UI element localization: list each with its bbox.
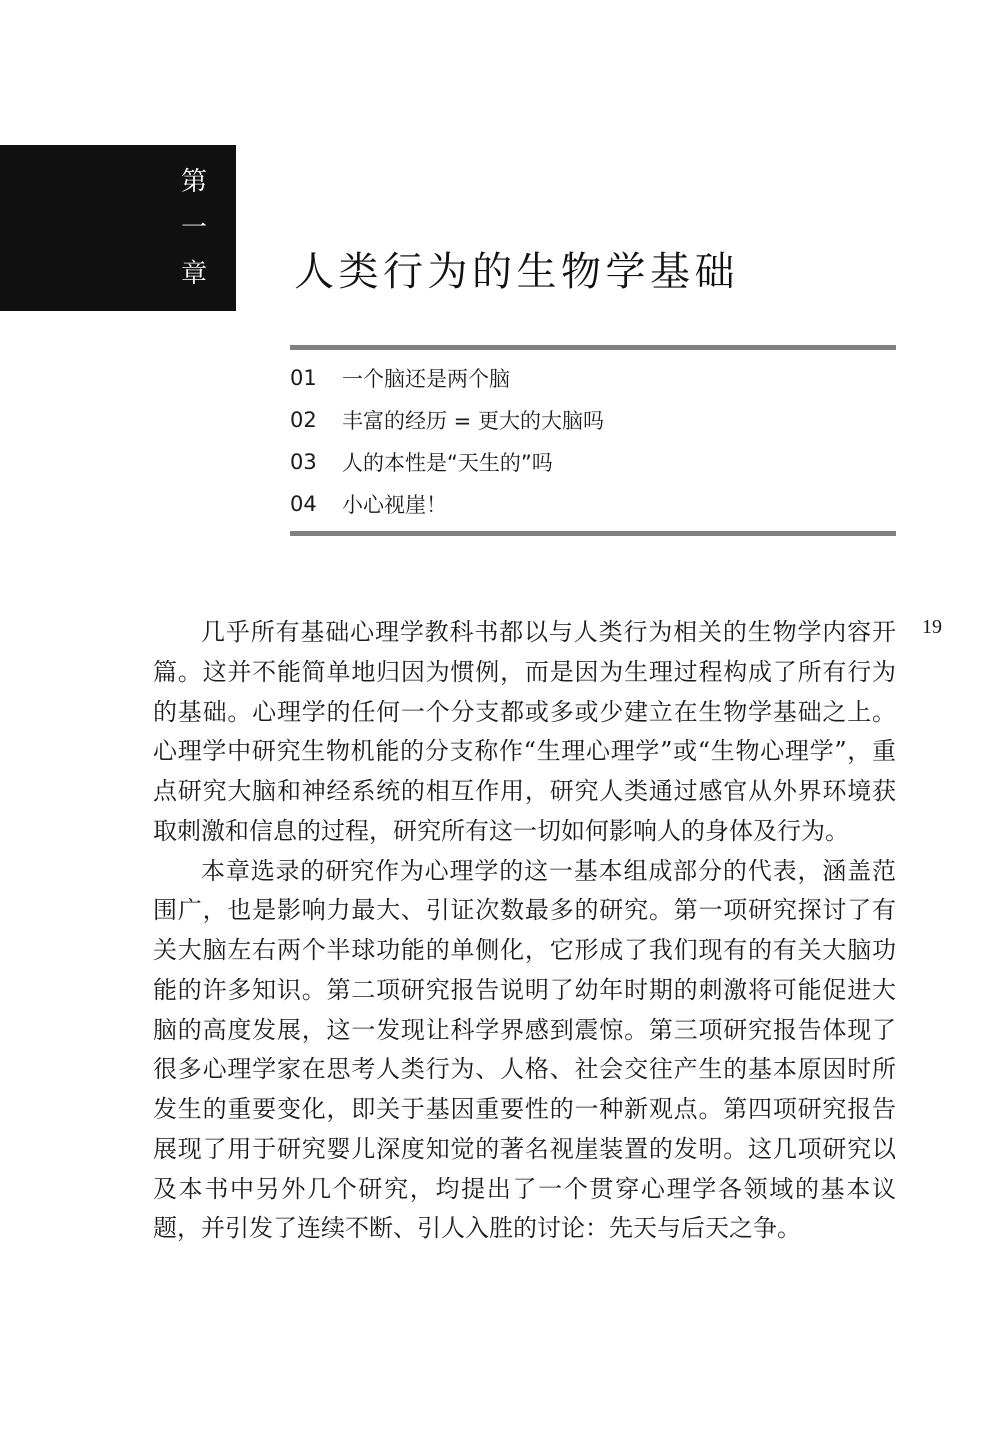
chapter-contents [290,345,896,536]
toc-item-title: 丰富的经历 = 更大的大脑吗 [342,409,604,433]
toc-item[interactable] [290,483,896,525]
toc-item[interactable] [290,441,896,483]
chapter-label-char: 一 [180,213,207,243]
body-paragraph: 本章选录的研究作为心理学的这一基本组成部分的代表，涵盖范围广，也是影响力最大、引证次数最多的研究。第一项研究探讨了有关大脑左右两个半球功能的单侧化，它形成了我们现有的有关大脑功能的许多知识。第二项研究报告说明了幼年时期的刺激将可能促进大脑的高度发展，这一发现让科学界感到震惊。第三项研究报告体现了很多心理学家在思考人类行为、人格、社会交往产生的基本原因时所发生的重要变化，即关于基因重要性的一种新观点。第四项研究报告展现了用于研究婴儿深度知觉的著名视崖装置的发明。这几项研究以及本书中另外几个研究，均提出了一个贯穿心理学各领域的基本议题，并引发了连续不断、引人入胜的讨论：先天与后天之争。 [153,856,896,1243]
chapter-label-block [0,145,236,311]
page-number: 19 [922,616,942,638]
toc-item[interactable] [290,399,896,441]
toc-item-number: 01 [290,366,317,390]
toc-bottom-rule [290,531,896,536]
toc-item-number: 04 [290,492,317,516]
chapter-title: 人类行为的生物学基础 [294,249,739,295]
toc-item-number: 03 [290,450,317,474]
toc-item[interactable] [290,357,896,399]
chapter-label-char: 章 [180,259,207,289]
chapter-intro [153,613,896,1249]
toc-item-title: 人的本性是“天生的”吗 [342,451,553,475]
chapter-number-vertical [180,169,208,307]
toc-item-number: 02 [290,408,317,432]
toc-list [290,350,896,531]
chapter-label-char: 第 [180,167,207,197]
toc-item-title: 一个脑还是两个脑 [342,367,510,391]
toc-item-title: 小心视崖！ [342,493,447,517]
body-paragraph: 几乎所有基础心理学教科书都以与人类行为相关的生物学内容开篇。这并不能简单地归因为惯例，而是因为生理过程构成了所有行为的基础。心理学的任何一个分支都或多或少建立在生物学基础之上。心理学中研究生物机能的分支称作“生理心理学”或“生物心理学”，重点研究大脑和神经系统的相互作用，研究人类通过感官从外界环境获取刺激和信息的过程，研究所有这一切如何影响人的身体及行为。 [153,618,896,845]
